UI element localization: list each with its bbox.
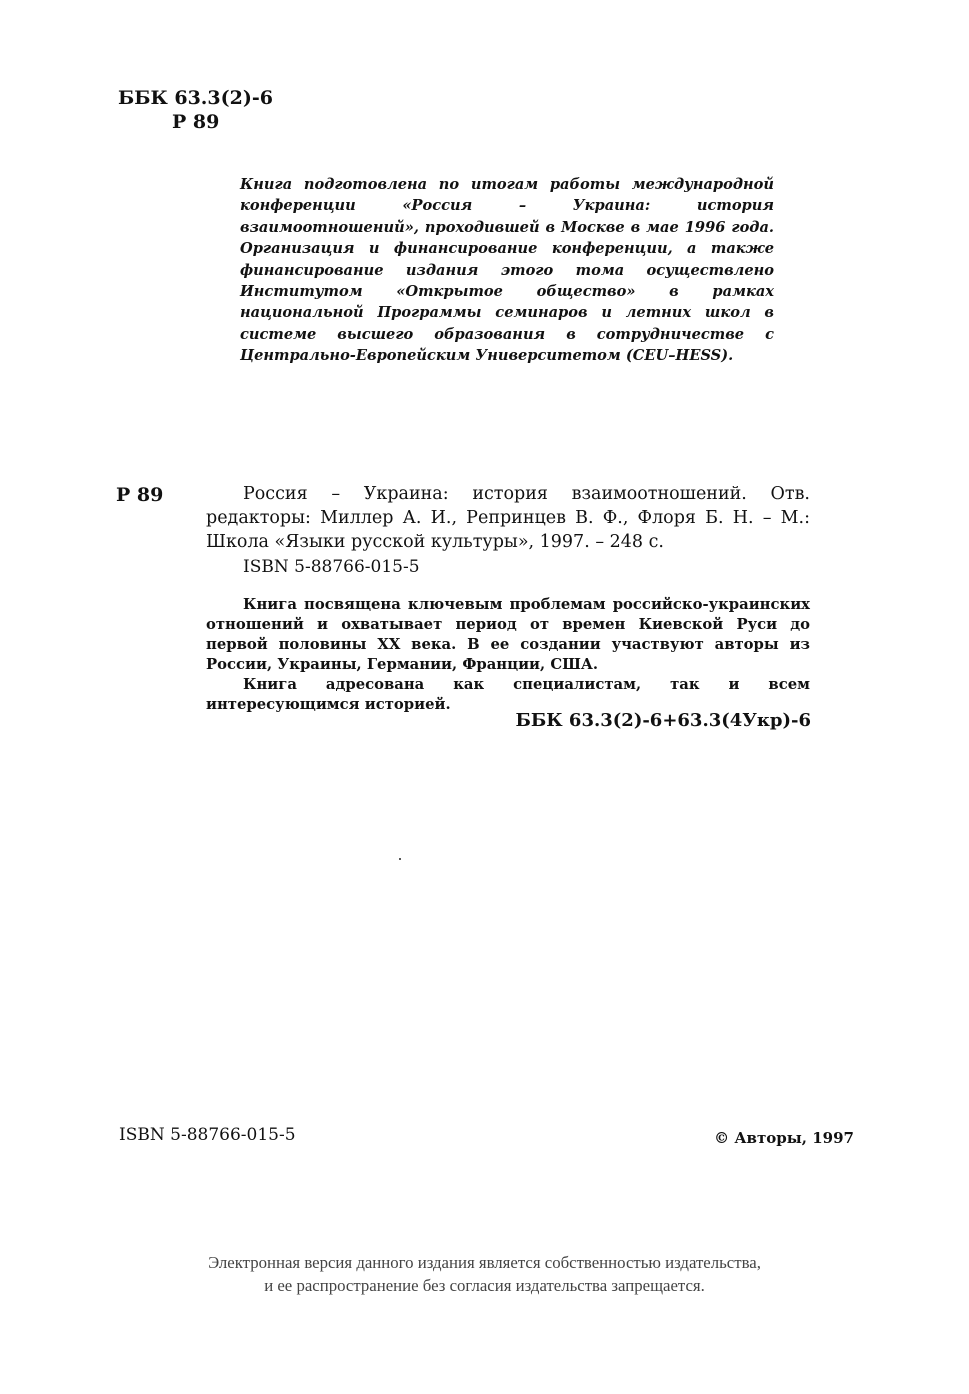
- copyright: © Авторы, 1997: [714, 1129, 854, 1147]
- bibliographic-entry-text: Россия – Украина: история взаимоотношений. Отв. редакторы: Миллер А. И., Репринцев В. Ф., Флоря Б. Н. – М.: Школа «Языки русской культуры», 1997. – 248 с.: [206, 484, 810, 552]
- annotation-paragraph-2: Книга адресована как специалистам, так и всем интересующимся историей.: [206, 676, 810, 713]
- publication-note: [240, 174, 774, 367]
- bottom-isbn: ISBN 5-88766-015-5: [119, 1125, 296, 1145]
- bbk-index: ББК 63.3(2)-6: [118, 87, 273, 109]
- bbk-header: [118, 86, 273, 134]
- bibliographic-entry: [206, 482, 810, 554]
- bbk-full-index: ББК 63.3(2)-6+63.3(4Укр)-6: [515, 710, 811, 731]
- stray-dot: [399, 858, 401, 860]
- rights-notice-line-2: и ее распространение без согласия издательства запрещается.: [264, 1276, 705, 1295]
- annotation-paragraph-1: Книга посвящена ключевым проблемам российско-украинских отношений и охватывает период от времен Киевской Руси до первой половины XX века. В ее создании участвуют авторы из России, Украины, Германии, Франции, США.: [206, 596, 810, 673]
- annotation: [206, 595, 810, 715]
- catalog-isbn: ISBN 5-88766-015-5: [243, 557, 420, 577]
- publication-note-text: Книга подготовлена по итогам работы международной конференции «Россия – Украина: история взаимоотношений», проходившей в Москве в мае 1996 года. Организация и финансирование конференции, а также финансирование издания этого тома осуществлено Институтом «Открытое общество» в рамках национальной Программы семинаров и летних школ в системе высшего образования в сотрудничестве с Центрально-Европейским Университетом (CEU–HESS).: [240, 176, 774, 365]
- author-code: Р 89: [172, 111, 220, 133]
- rights-notice: [0, 1251, 969, 1297]
- catalog-code: Р 89: [116, 484, 164, 506]
- rights-notice-line-1: Электронная версия данного издания является собственностью издательства,: [208, 1253, 761, 1272]
